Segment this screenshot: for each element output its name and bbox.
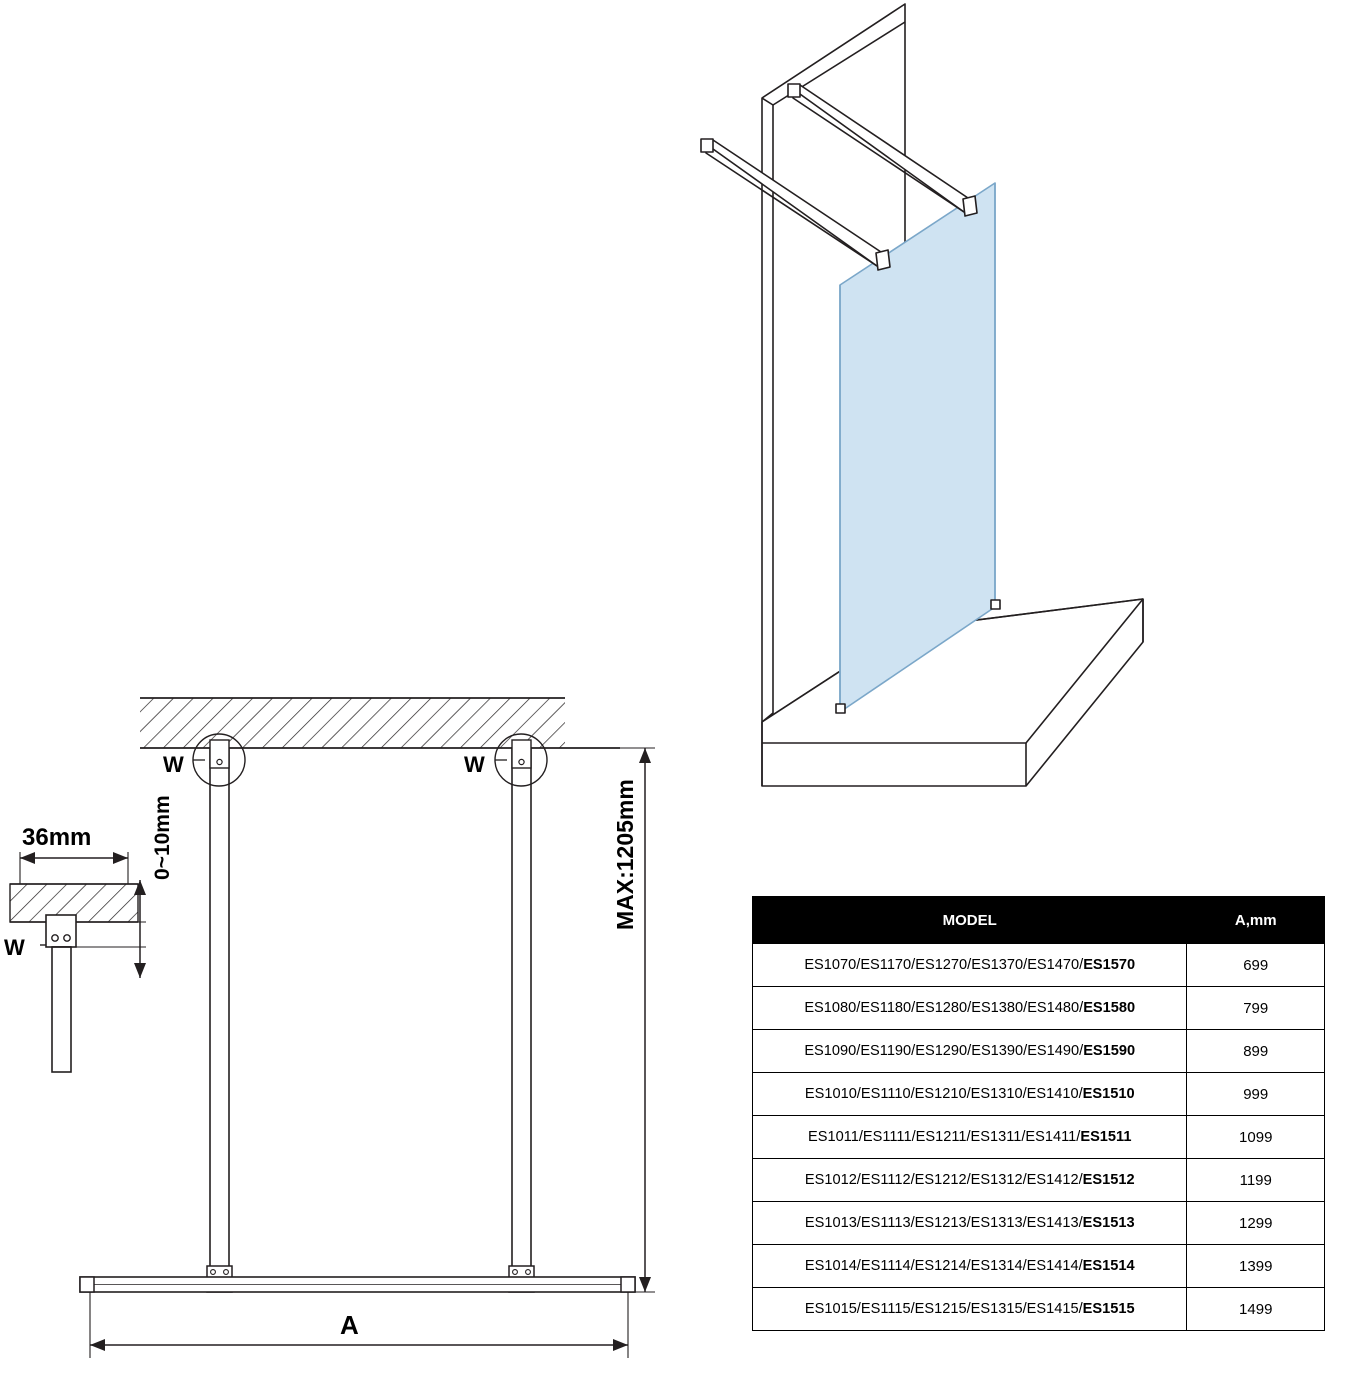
table-cell-model [753,1245,1187,1288]
model-list: ES1090/ES1190/ES1290/ES1390/ES1490/ [804,1043,1084,1059]
wall-mount-label-left: W [163,752,184,777]
model-highlighted: ES1590 [1083,1043,1136,1059]
model-list: ES1070/ES1170/ES1270/ES1370/ES1470/ [804,957,1084,973]
model-list: ES1080/ES1180/ES1280/ES1380/ES1480/ [804,1000,1084,1016]
table-cell-a: 799 [1187,987,1325,1030]
table-cell-a: 1199 [1187,1159,1325,1202]
table-cell-model [753,1073,1187,1116]
table-cell-a: 999 [1187,1073,1325,1116]
model-highlighted: ES1515 [1082,1301,1135,1317]
table-row [753,1073,1325,1116]
dimension-label-width: A [340,1310,359,1340]
table-cell-model [753,1030,1187,1073]
table-cell-a: 699 [1187,944,1325,987]
model-list: ES1012/ES1112/ES1212/ES1312/ES1412/ [804,1172,1083,1188]
table-row [753,987,1325,1030]
table-row [753,1159,1325,1202]
table-cell-model [753,944,1187,987]
table-cell-a: 1099 [1187,1116,1325,1159]
model-dimension-table [752,896,1325,1331]
wall-mount-label-right: W [464,752,485,777]
table-header-model: MODEL [753,897,1187,944]
wall-mount-label-side: W [4,935,25,960]
model-highlighted: ES1513 [1082,1215,1135,1231]
table-cell-a: 1299 [1187,1202,1325,1245]
model-highlighted: ES1512 [1082,1172,1135,1188]
model-list: ES1015/ES1115/ES1215/ES1315/ES1415/ [804,1301,1083,1317]
dimension-label-gap: 0~10mm [151,795,174,880]
dimension-label-depth: 36mm [22,824,92,851]
model-highlighted: ES1511 [1080,1129,1132,1145]
model-list: ES1011/ES1111/ES1211/ES1311/ES1411/ [807,1129,1081,1145]
table-cell-model [753,1116,1187,1159]
dimension-label-max-height: MAX:1205mm [612,779,638,930]
table-cell-a: 1399 [1187,1245,1325,1288]
table-row [753,1116,1325,1159]
table-row [753,1030,1325,1073]
table-cell-model [753,987,1187,1030]
table-row [753,1245,1325,1288]
table-header-row [753,897,1325,944]
model-highlighted: ES1514 [1082,1258,1135,1274]
table-header-a: A,mm [1187,897,1325,944]
perspective-view [701,4,1143,786]
model-highlighted: ES1510 [1082,1086,1135,1102]
table-row [753,1288,1325,1331]
table-cell-model [753,1202,1187,1245]
table-row [753,944,1325,987]
model-list: ES1010/ES1110/ES1210/ES1310/ES1410/ [804,1086,1083,1102]
side-detail-view [10,852,146,1072]
model-highlighted: ES1580 [1083,1000,1136,1016]
model-list: ES1014/ES1114/ES1214/ES1314/ES1414/ [804,1258,1083,1274]
table-cell-a: 899 [1187,1030,1325,1073]
model-highlighted: ES1570 [1083,957,1136,973]
table-cell-model [753,1159,1187,1202]
table-cell-model [753,1288,1187,1331]
model-list: ES1013/ES1113/ES1213/ES1313/ES1413/ [804,1215,1083,1231]
table-cell-a: 1499 [1187,1288,1325,1331]
table-row [753,1202,1325,1245]
